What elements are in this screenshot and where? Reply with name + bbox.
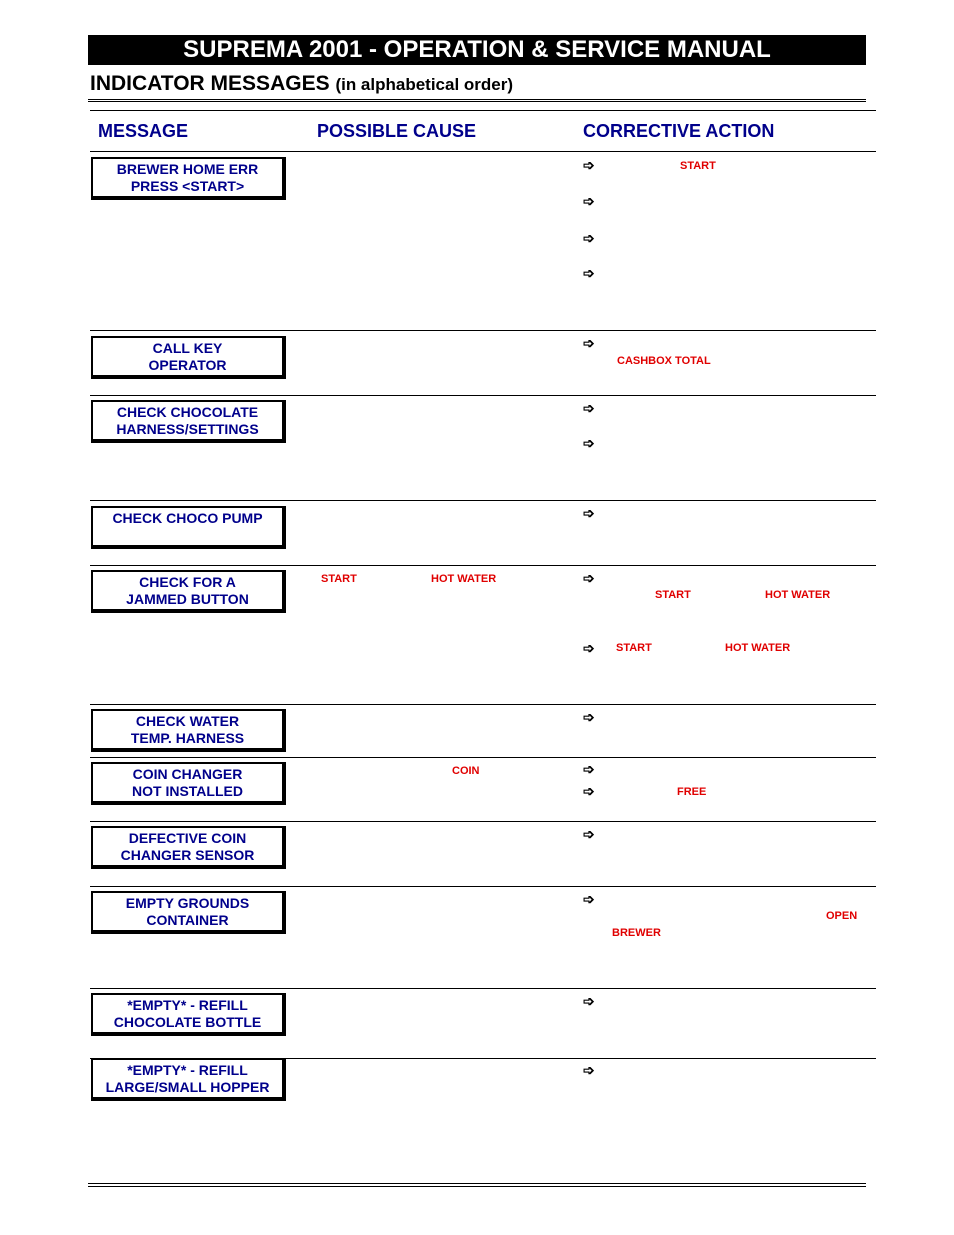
column-header-message: MESSAGE xyxy=(98,121,189,141)
column-header-action: CORRECTIVE ACTION xyxy=(583,121,775,141)
keyword-cashbox-total: CASHBOX TOTAL xyxy=(617,355,711,367)
message-box-call-key-operator xyxy=(91,336,286,379)
message-box-check-chocolate-harness xyxy=(91,400,286,443)
keyword-start: START xyxy=(655,589,691,601)
message-line2: JAMMED BUTTON xyxy=(126,590,249,607)
section-heading: INDICATOR MESSAGES xyxy=(90,72,330,95)
message-box-coin-changer-not-installed xyxy=(91,762,286,805)
section-title xyxy=(90,72,513,96)
row-divider xyxy=(90,500,876,501)
keyword-start: START xyxy=(321,573,357,585)
section-note: (in alphabetical order) xyxy=(335,75,514,94)
arrow-bullet-icon: ➩ xyxy=(583,335,595,351)
keyword-brewer: BREWER xyxy=(612,927,661,939)
arrow-bullet-icon: ➩ xyxy=(583,891,595,907)
row-divider xyxy=(90,565,876,566)
keyword-coin: COIN xyxy=(452,765,480,777)
message-line2: TEMP. HARNESS xyxy=(130,729,245,746)
row-divider xyxy=(90,395,876,396)
message-line2: OPERATOR xyxy=(148,356,227,373)
message-box-refill-chocolate xyxy=(91,993,286,1036)
message-line2: LARGE/SMALL HOPPER xyxy=(105,1078,270,1095)
arrow-bullet-icon: ➩ xyxy=(583,265,595,281)
arrow-bullet-icon: ➩ xyxy=(583,783,595,799)
message-line2: NOT INSTALLED xyxy=(132,782,243,799)
arrow-bullet-icon: ➩ xyxy=(583,435,595,451)
message-line2: CHOCOLATE BOTTLE xyxy=(113,1013,262,1030)
arrow-bullet-icon: ➩ xyxy=(583,193,595,209)
row-divider xyxy=(90,988,876,989)
column-header-cause: POSSIBLE CAUSE xyxy=(317,121,477,141)
header-rule-2 xyxy=(88,101,866,102)
row-divider xyxy=(90,704,876,705)
arrow-bullet-icon: ➩ xyxy=(583,1062,595,1078)
message-line2: CONTAINER xyxy=(146,911,229,928)
row-divider xyxy=(90,330,876,331)
arrow-bullet-icon: ➩ xyxy=(583,570,595,586)
arrow-bullet-icon: ➩ xyxy=(583,230,595,246)
keyword-hot-water: HOT WATER xyxy=(431,573,497,585)
message-line1: EMPTY GROUNDS xyxy=(125,894,250,911)
message-box-empty-grounds xyxy=(91,891,286,934)
manual-title: SUPREMA 2001 - OPERATION & SERVICE MANUAL xyxy=(88,35,866,65)
message-line1: COIN CHANGER xyxy=(132,765,243,782)
arrow-bullet-icon: ➩ xyxy=(583,826,595,842)
message-line1: BREWER HOME ERR xyxy=(116,160,259,177)
row-divider xyxy=(90,151,876,152)
message-line1: CHECK CHOCO PUMP xyxy=(112,510,263,526)
message-box-refill-hopper xyxy=(91,1058,286,1101)
arrow-bullet-icon: ➩ xyxy=(583,993,595,1009)
message-line1: CHECK FOR A xyxy=(139,573,236,590)
arrow-bullet-icon: ➩ xyxy=(583,709,595,725)
message-line1: CALL KEY xyxy=(152,339,223,356)
row-divider xyxy=(90,757,876,758)
keyword-start: START xyxy=(680,160,716,172)
arrow-bullet-icon: ➩ xyxy=(583,640,595,656)
table-top-rule xyxy=(90,110,876,111)
arrow-bullet-icon: ➩ xyxy=(583,157,595,173)
keyword-hot-water: HOT WATER xyxy=(765,589,831,601)
message-box-check-choco-pump xyxy=(91,506,286,549)
message-box-check-jammed-button xyxy=(91,570,286,613)
message-box-defective-coin-sensor xyxy=(91,826,286,869)
message-box-brewer-home-err xyxy=(91,157,286,200)
message-line1: *EMPTY* - REFILL xyxy=(127,1061,248,1078)
message-line1: CHECK WATER xyxy=(135,712,240,729)
message-box-check-water-temp xyxy=(91,709,286,752)
keyword-start: START xyxy=(616,642,652,654)
arrow-bullet-icon: ➩ xyxy=(583,400,595,416)
footer-rule xyxy=(88,1183,866,1184)
arrow-bullet-icon: ➩ xyxy=(583,505,595,521)
header-rule xyxy=(88,99,866,100)
row-divider xyxy=(90,821,876,822)
keyword-hot-water: HOT WATER xyxy=(725,642,791,654)
keyword-open: OPEN xyxy=(826,910,858,922)
message-line1: DEFECTIVE COIN xyxy=(128,829,247,846)
message-line2: CHANGER SENSOR xyxy=(120,846,255,863)
keyword-free: FREE xyxy=(677,786,707,798)
footer-rule-2 xyxy=(88,1186,866,1187)
message-line2: PRESS <START> xyxy=(130,177,245,194)
message-line1: CHECK CHOCOLATE xyxy=(116,403,259,420)
message-line2: HARNESS/SETTINGS xyxy=(116,420,259,437)
row-divider xyxy=(90,886,876,887)
message-line1: *EMPTY* - REFILL xyxy=(127,996,248,1013)
arrow-bullet-icon: ➩ xyxy=(583,761,595,777)
